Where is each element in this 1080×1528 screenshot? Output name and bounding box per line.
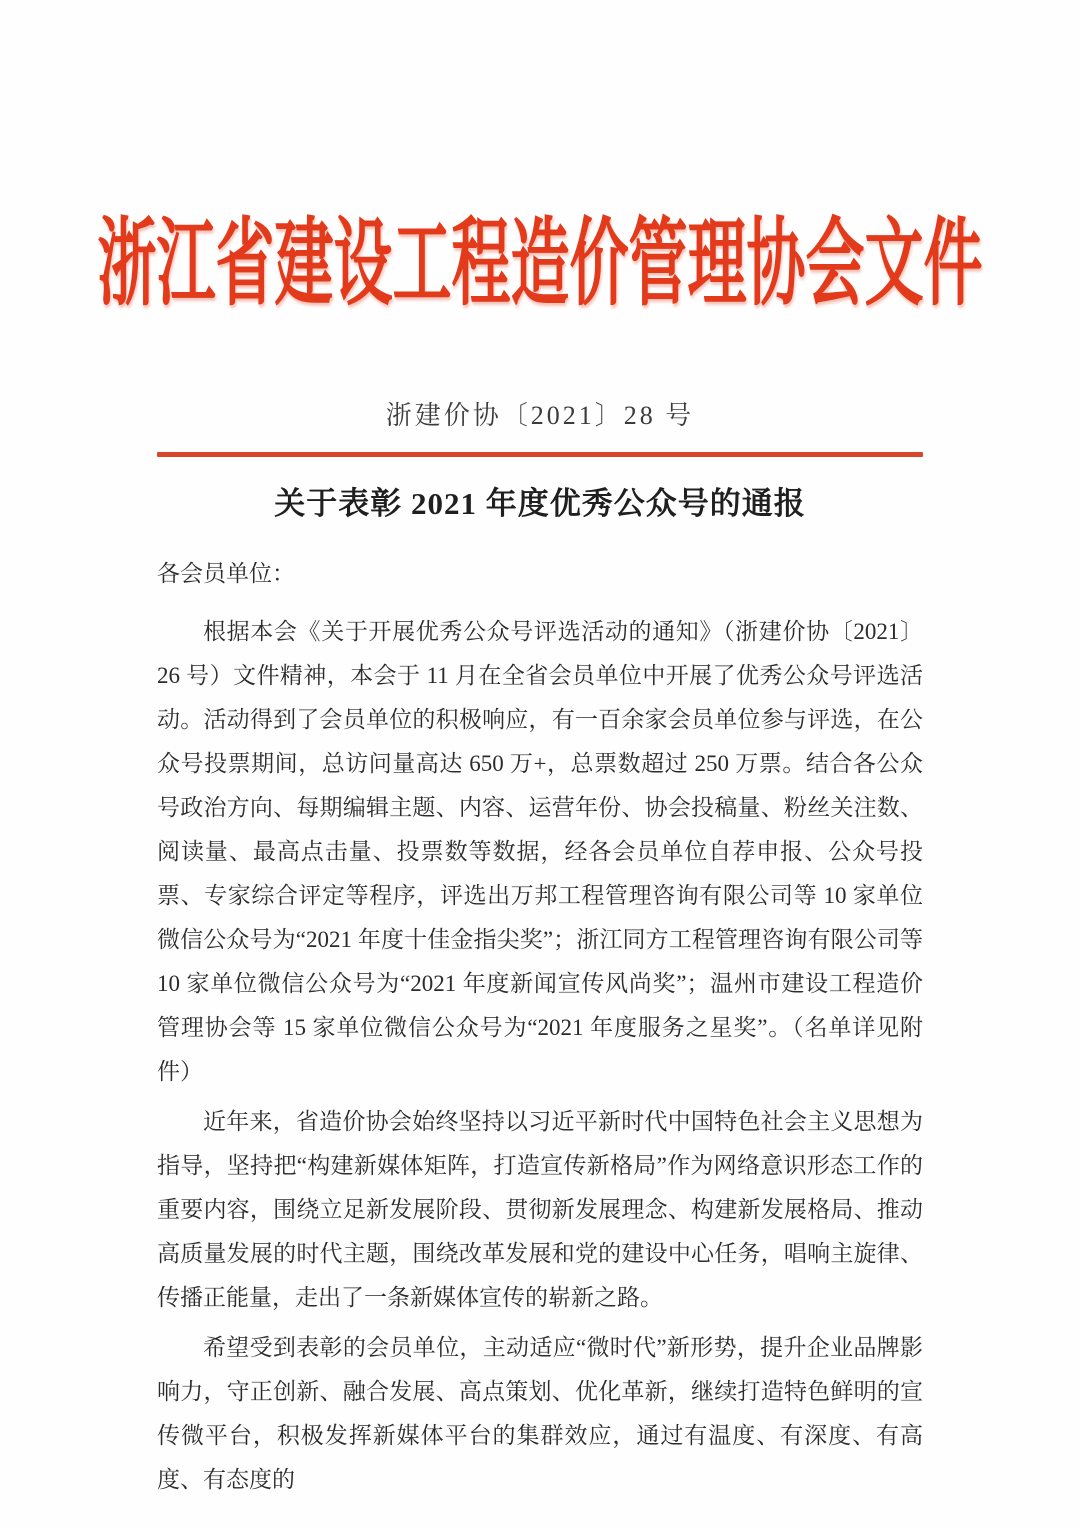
masthead-title: 浙江省建设工程造价管理协会文件 [97,209,983,317]
document-title: 关于表彰 2021 年度优秀公众号的通报 [274,486,806,521]
doc-number: 浙建价协〔2021〕28 号 [385,401,695,430]
salutation: 各会员单位： [157,561,295,586]
red-divider-rule [157,452,923,457]
body-paragraph-1: 根据本会《关于开展优秀公众号评选活动的通知》（浙建价协〔2021〕26 号）文件精神，本会于 11 月在全省会员单位中开展了优秀公众号评选活动。活动得到了会员单位的积极响应，有一百余家会员单位参与评选，在公众号投票期间，总访问量高达 650 万+，总票数超过 250 万票。结合各公众号政治方向、每期编辑主题、内容、运营年份、协会投稿量、粉丝关注数、阅读量、最高点击量、投票数等数据，经各会员单位自荐申报、公众号投票、专家综合评定等程序，评选出万邦工程管理咨询有限公司等 10 家单位微信公众号为“2021 年度十佳金指尖奖”；浙江同方工程管理咨询有限公司等 10 家单位微信公众号为“2021 年度新闻宣传风尚奖”；温州市建设工程造价管理协会等 15 家单位微信公众号为“2021 年度服务之星奖”。（名单详见附件） [157,619,923,1084]
masthead [0,188,1080,320]
body-paragraph-3: 希望受到表彰的会员单位，主动适应“微时代”新形势，提升企业品牌影响力，守正创新、融合发展、高点策划、优化革新，继续打造特色鲜明的宣传微平台，积极发挥新媒体平台的集群效应，通过有温度、有深度、有高度、有态度的 [157,1335,923,1492]
document-body [157,552,923,1502]
body-paragraph-2: 近年来，省造价协会始终坚持以习近平新时代中国特色社会主义思想为指导，坚持把“构建新媒体矩阵，打造宣传新格局”作为网络意识形态工作的重要内容，围绕立足新发展阶段、贯彻新发展理念、构建新发展格局、推动高质量发展的时代主题，围绕改革发展和党的建设中心任务，唱响主旋律、传播正能量，走出了一条新媒体宣传的崭新之路。 [157,1109,923,1310]
